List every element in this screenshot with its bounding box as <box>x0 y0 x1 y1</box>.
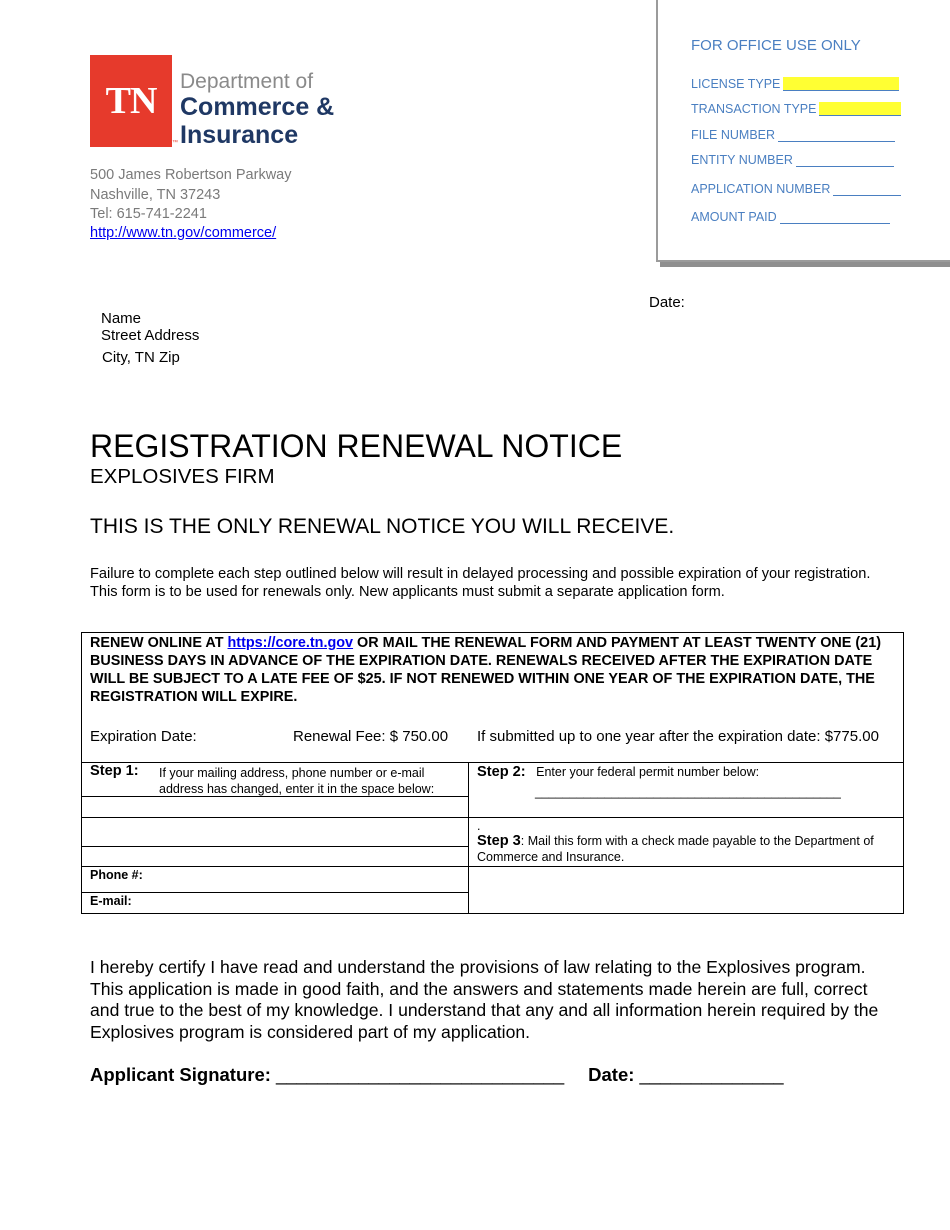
renewal-fee: Renewal Fee: $ 750.00 <box>293 728 449 745</box>
office-file-number <box>691 128 895 142</box>
signature-row <box>90 1064 784 1086</box>
step3-dot: . <box>477 819 481 833</box>
date-label: Date: <box>649 294 685 311</box>
only-notice-heading: THIS IS THE ONLY RENEWAL NOTICE YOU WILL RECEIVE. <box>90 515 675 538</box>
office-field-label: LICENSE TYPE <box>691 77 781 91</box>
office-field-line[interactable] <box>833 182 901 196</box>
address-city: Nashville, TN 37243 <box>90 187 221 203</box>
logo-commerce-text: Commerce & <box>180 93 335 121</box>
office-use-title: FOR OFFICE USE ONLY <box>691 37 861 54</box>
phone-input[interactable] <box>150 867 466 891</box>
signature-date-line[interactable]: ______________ <box>639 1064 784 1085</box>
logo-insurance-text: Insurance <box>180 121 299 149</box>
address-entry-line-1[interactable] <box>82 797 467 816</box>
office-field-line[interactable] <box>780 210 890 224</box>
address-phone: Tel: 615-741-2241 <box>90 206 207 222</box>
phone-label: Phone #: <box>90 868 143 882</box>
step1-label: Step 1: <box>90 763 139 779</box>
step2-instructions: Enter your federal permit number below: <box>536 765 760 779</box>
office-license-type <box>691 77 899 91</box>
page-title: REGISTRATION RENEWAL NOTICE <box>90 428 623 464</box>
address-entry-line-3[interactable] <box>82 847 467 865</box>
office-field-line[interactable] <box>796 153 894 167</box>
late-fee-text: If submitted up to one year after the expiration date: $775.00 <box>477 728 879 745</box>
failure-paragraph: Failure to complete each step outlined below will result in delayed processing and possible expiration of your registration. This form is to be used for renewals only. New applicants must submit a separate application form. <box>90 566 871 600</box>
logo-trademark: ™ <box>172 140 178 146</box>
email-input[interactable] <box>140 893 466 913</box>
office-field-label: AMOUNT PAID <box>691 210 777 224</box>
certification-text: I hereby certify I have read and understand the provisions of law relating to the Explosives program. This application is made in good faith, and the answers and statements made herein are full, correct and true to the best of my knowledge. I understand that any and all information herein required by the Explosives program is considered part of my application. <box>90 957 879 1042</box>
expiration-date-label: Expiration Date: <box>90 728 197 745</box>
address-entry-line-2[interactable] <box>82 818 467 845</box>
office-transaction-type <box>691 102 901 116</box>
step3-instructions: : Mail this form with a check made payable to the Department of Commerce and Insurance. <box>477 834 874 864</box>
signature-date-label: Date: <box>588 1064 640 1085</box>
office-field-line[interactable] <box>778 128 895 142</box>
office-field-line[interactable] <box>783 77 899 91</box>
recipient-name: Name <box>101 310 142 327</box>
recipient-street: Street Address <box>101 327 200 344</box>
tn-logo-mark: TN <box>90 55 172 147</box>
step3-block <box>477 833 897 865</box>
step2-label: Step 2: <box>477 764 526 780</box>
signature-label: Applicant Signature: <box>90 1064 277 1085</box>
step2-heading <box>477 763 759 781</box>
recipient-city: City, TN Zip <box>102 349 180 366</box>
office-field-label: FILE NUMBER <box>691 128 776 142</box>
office-field-line[interactable] <box>819 102 901 116</box>
office-field-label: APPLICATION NUMBER <box>691 182 831 196</box>
office-application-number <box>691 182 901 196</box>
column-divider <box>468 762 469 914</box>
step3-label: Step 3 <box>477 833 521 849</box>
logo-department-text: Department of <box>180 70 314 93</box>
office-entity-number <box>691 153 894 167</box>
email-label: E-mail: <box>90 894 132 908</box>
commerce-website-link[interactable]: http://www.tn.gov/commerce/ <box>90 225 277 241</box>
office-amount-paid <box>691 210 890 224</box>
renew-instructions: RENEW ONLINE AT https://core.tn.gov OR MAIL THE RENEWAL FORM AND PAYMENT AT LEAST TWENTY ONE (21) BUSINESS DAYS IN ADVANCE OF THE EXPIRATION DATE. RENEWALS RECEIVED AFTER THE EXPIRATION DATE WILL BE SUBJECT TO A LATE FEE OF $25. IF NOT RENEWED WITHIN ONE YEAR OF THE EXPIRATION DATE, THE REGISTRATION WILL EXPIRE. <box>90 635 881 705</box>
page-subtitle: EXPLOSIVES FIRM <box>90 465 275 488</box>
signature-line[interactable]: ____________________________ <box>276 1064 565 1085</box>
core-tn-link[interactable]: https://core.tn.gov <box>227 635 354 651</box>
office-field-label: TRANSACTION TYPE <box>691 102 817 116</box>
step1-instructions: If your mailing address, phone number or e-mail address has changed, enter it in the space below: <box>159 766 435 796</box>
office-field-label: ENTITY NUMBER <box>691 153 793 167</box>
address-street: 500 James Robertson Parkway <box>90 167 292 183</box>
federal-permit-line[interactable]: ____________________________________________ <box>535 785 841 799</box>
